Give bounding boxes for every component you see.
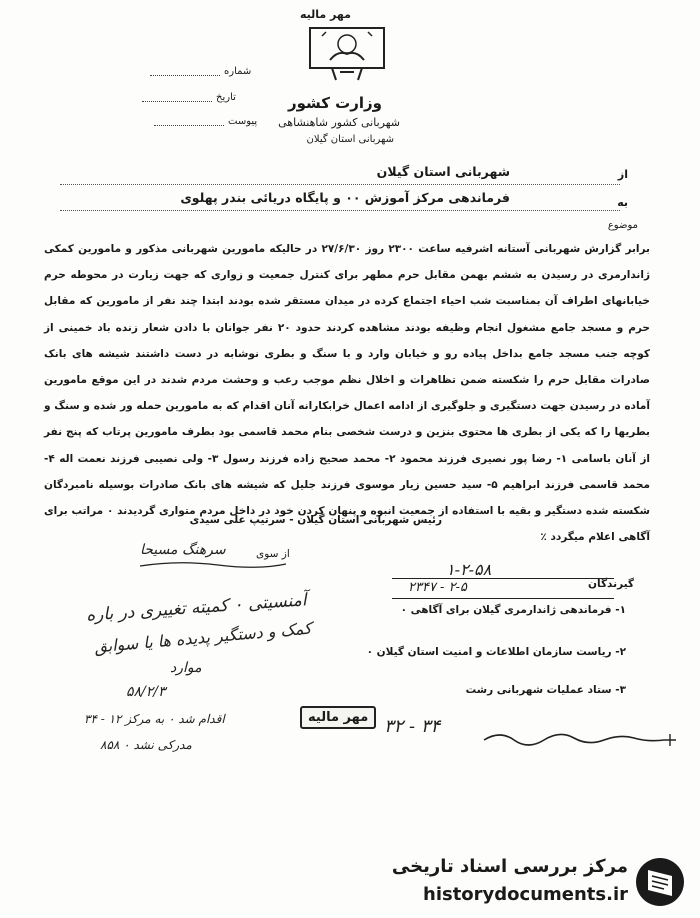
from-value: شهربانی استان گیلان [376,164,510,179]
attachment-label: پیوست [228,116,258,127]
handwritten-note-1: آمنسیتی ۰ کمیته تغییری در باره [85,590,308,626]
signature-underline-icon [138,560,288,570]
date-label: تاریخ [216,92,236,103]
handwritten-reference-2: ۲۳۴۷ - ۲-۵ [408,580,467,595]
recipient-item-2: ۲- ریاست سازمان اطلاعات و امنیت استان گیلان ۰ [366,646,626,658]
to-value: فرماندهی مرکز آموزش ۰۰ و پایگاه دریائی بندر پهلوی [180,190,510,205]
letter-body: برابر گزارش شهربانی آستانه اشرفیه ساعت ۲۳۰۰ روز ۲۷/۶/۳۰ در حالیکه مامورین شهربانی مذکور و مامورین کمکی ژاندارمری در رسیدن به ششم بهمن مقابل حرم مطهر برای کنترل جمعیت و زواری که جهت زیارت در محوطه حرم خیابانهای اطراف آن بمناسبت شب احیاء اجتماع کرده در میدان مستقر شده بودند ابتدا چند نفر از مامورین که مقابل حرم و مسجد جامع مشغول انجام وظیفه بودند مشاهده کردند حدود ۲۰ نفر جوانان با دادن شعار زنده باد خمینی از کوچه جنب مسجد جامع بداخل پیاده رو و خیابان وارد و با سنگ و بطری نوشابه در دست داشتند شیشه های بانک صادرات مقابل حرم را شکسته ضمن تظاهرات و اخلال نظم موجب رعب و وحشت مردم شدند در این موقع مامورین آماده در رسیدن جهت دستگیری و جلوگیری از ادامه اعمال خرابکارانه آنان اقدام که به مامورین حمله ور شده و سنگ و بطریها را که یکی از بطری ها محتوی بنزین و درست شخصی بنام محمد قاسمی بود بطرف مامورین پرتاب که پنج نفر از آنان باسامی ۱- رضا پور نصیری فرزند محمود ۲- محمد صحیح زاده فرزند رسول ۳- ولی نصیبی فرزند نعمت اله ۴- محمد قاسمی فرزند ابراهیم ۵- سید حسین زیار موسوی فرزند جلیل که شیشه های بانک صادرات بوسیله نامبردگان شکسته شده دستگیر و بقیه با استفاده از جمعیت انبوه و پنهان کردن خود در داخل مردم متواری گردیدند ۰ مراتب برای آگاهی اعلام میگردد ٪ [44,243,651,544]
stamp-number: ۳۲ - ۳۴ [384,716,441,737]
official-stamp: مهر مالیه [300,706,376,729]
lion-sun-emblem-icon [302,24,392,88]
attachment-field [154,116,257,127]
handwritten-scribble-icon [480,728,680,750]
header-subtitle-2: شهربانی استان گیلان [306,134,394,145]
subject-label: موضوع [607,220,638,231]
handwritten-note-5: مدرکی نشد ۰ ۸۵۸ [100,738,192,752]
recipient-item-3: ۳- ستاد عملیات شهربانی رشت [465,684,626,696]
number-label: شماره [224,66,252,77]
archive-url: historydocuments.ir [423,884,628,905]
from-label: از [617,168,628,181]
archive-watermark [391,852,690,914]
date-field [142,92,236,103]
handwritten-signer-name: سرهنگ مسیحا [140,542,226,558]
handwritten-date: ۵۸/۲/۳ [126,684,166,700]
signer-title: رئیس شهربانی استان گیلان - سرتیپ علی سیدی [189,514,442,526]
emblem-stamp-text: مهر مالیه [300,8,351,21]
to-label: به [617,196,628,209]
archive-logo-icon [634,856,686,908]
recipients-label: گیرندگان [588,578,634,590]
handwritten-note-4: اقدام شد ۰ به مرکز ۱۲ - ۳۴ [84,712,225,726]
ministry-title: وزارت کشور [287,94,382,112]
header-subtitle: شهربانی کشور شاهنشاهی [278,116,400,129]
on-behalf-label: از سوی [256,548,290,560]
number-field [150,66,251,77]
handwritten-note-2: کمک و دستگیر پدیده ها یا سوابق [93,618,313,657]
recipient-item-1: ۱- فرماندهی ژاندارمری گیلان برای آگاهی ۰ [400,604,626,616]
handwritten-reference: ۱-۲-۵۸ [446,560,492,579]
archive-title: مرکز بررسی اسناد تاریخی [391,856,628,877]
handwritten-note-3: موارد [170,660,202,676]
